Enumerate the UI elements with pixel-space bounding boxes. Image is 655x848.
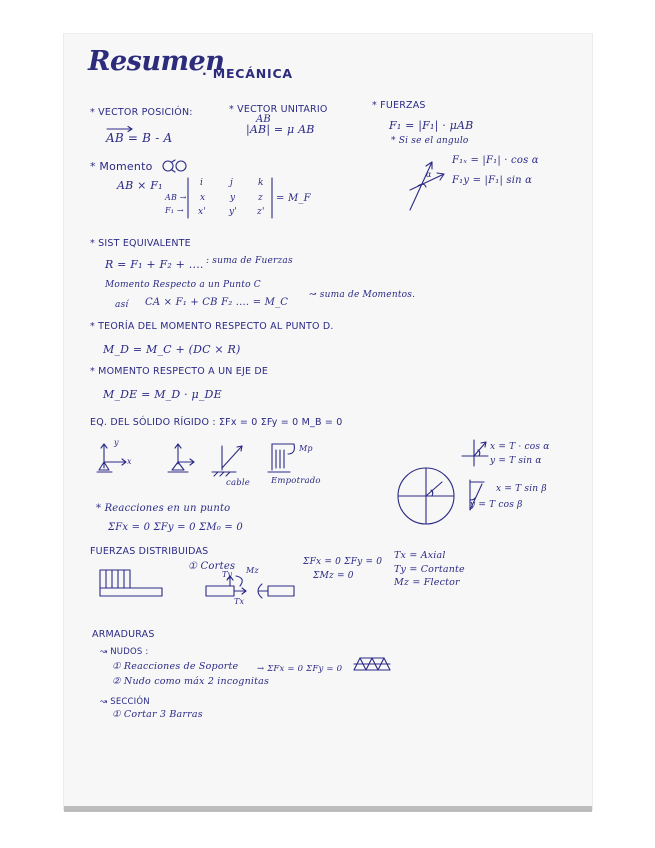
vector-posicion-heading: * VECTOR POSICIÓN: (90, 107, 193, 118)
mc-formula: CA × F₁ + CB F₂ .... = M_C (145, 297, 289, 308)
distributed-eq2: ΣMz = 0 (313, 571, 354, 581)
momento-cross: AB × F₁ (117, 179, 163, 192)
armaduras-heading: ARMADURAS (92, 629, 155, 640)
nudos-heading: ↝ NUDOS : (100, 647, 149, 657)
support-cable-sketch (210, 440, 252, 478)
fuerzas-fy: F₁y = |F₁| sin α (452, 175, 533, 186)
tension-eq-y2: y = T cos β (470, 500, 523, 510)
unit-circle-sketch (394, 464, 458, 528)
det-j: j (230, 178, 233, 188)
det-f-y: y' (229, 207, 237, 217)
sist-equivalente-heading: * SIST EQUIVALENTE (90, 238, 191, 249)
fuerzas-fx: F₁ₓ = |F₁| · cos α (452, 155, 539, 166)
ty-label: Ty (222, 570, 233, 579)
tension-eq-x2: x = T sin β (496, 484, 547, 494)
mc-prefix: así (115, 300, 129, 310)
seccion-heading: ↝ SECCIÓN (100, 697, 150, 707)
teoria-formula: M_D = M_C + (DC × R) (103, 343, 241, 356)
page-title: Resumen (88, 46, 225, 77)
truss-sketch (352, 656, 392, 672)
teoria-heading: * TEORÍA DEL MOMENTO RESPECTO AL PUNTO D. (90, 321, 334, 332)
det-ab-z: z (258, 193, 263, 203)
cable-label: cable (226, 478, 251, 488)
fuerzas-distribuidas-heading: FUERZAS DISTRIBUIDAS (90, 546, 209, 557)
page-subtitle: · MECÁNICA (202, 66, 293, 81)
axis-x-label: x (127, 457, 132, 466)
tx-label: Tx (234, 597, 245, 606)
def-axial: Tx = Axial (394, 550, 446, 561)
det-row-ab-label: AB → (165, 193, 187, 202)
cut-section-sketch (200, 572, 300, 612)
det-f-z: z' (257, 207, 265, 217)
det-ab-x: x (200, 193, 206, 203)
cortes-label: ① Cortes (188, 561, 236, 572)
det-ab-y: y (230, 193, 236, 203)
vector-posicion-formula: AB = B - A (106, 131, 173, 145)
momento-eje-heading: * MOMENTO RESPECTO A UN EJE DE (90, 366, 269, 377)
tension-eq-y1: y = T sin α (490, 456, 542, 466)
vector-arrow-ab (106, 126, 136, 132)
det-f-x: x' (198, 207, 206, 217)
reacciones-equations: ΣFx = 0 ΣFy = 0 ΣM₀ = 0 (108, 522, 243, 533)
force-components-sketch (404, 160, 454, 212)
mp-label: Mp (299, 444, 313, 453)
nudo-item-2: ② Nudo como máx 2 incognitas (112, 676, 270, 687)
tension-angle-sketch-bottom (456, 476, 496, 516)
det-k: k (258, 178, 264, 188)
mc-note: ↝ suma de Momentos. (309, 290, 416, 300)
solido-rigido-heading: EQ. DEL SÓLIDO RÍGIDO : ΣFx = 0 ΣFy = 0 M_B = 0 (90, 417, 343, 428)
vector-unitario-formula: |AB| = μ AB (246, 123, 315, 136)
nudo-item-2-eq: → ΣFx = 0 ΣFy = 0 (257, 664, 343, 674)
paper-bottom-edge (64, 806, 592, 812)
momento-heading: * Momento (90, 160, 153, 173)
det-i: i (200, 178, 204, 188)
resultant-note: : suma de Fuerzas (206, 256, 293, 266)
det-result: = M_F (276, 193, 311, 204)
distributed-load-sketch (96, 566, 166, 602)
resultant-formula: R = F₁ + F₂ + .... (105, 258, 204, 271)
fuerzas-line2: * Si se el angulo (391, 136, 469, 146)
nudo-item-1: ① Reacciones de Soporte (112, 661, 239, 672)
momento-eje-formula: M_DE = M_D · μ_DE (103, 388, 222, 401)
determinant-bars (186, 176, 276, 220)
fuerzas-heading: * FUERZAS (372, 100, 426, 111)
rotation-icon (162, 159, 188, 173)
seccion-item-1: ① Cortar 3 Barras (112, 709, 203, 720)
axis-y-label: y (114, 438, 119, 447)
empotrado-label: Empotrado (271, 476, 321, 486)
angle-alpha-label: α (426, 170, 432, 179)
def-cortante: Ty = Cortante (394, 564, 465, 575)
tension-eq-x1: x = T · cos α (490, 442, 550, 452)
momento-punto-c: Momento Respecto a un Punto C (105, 280, 261, 290)
det-row-f-label: F₁ → (165, 206, 184, 215)
reacciones-heading: * Reacciones en un punto (96, 503, 231, 514)
vector-unitario-fraction-top: AB (256, 114, 271, 125)
fuerzas-line1: F₁ = |F₁| · μAB (389, 119, 474, 132)
vector-unitario-heading: * VECTOR UNITARIO (229, 104, 328, 115)
def-flector: Mz = Flector (394, 577, 460, 588)
support-roller-sketch (164, 440, 198, 474)
distributed-eq1: ΣFx = 0 ΣFy = 0 (303, 557, 383, 567)
mz-label: Mz (246, 566, 259, 575)
